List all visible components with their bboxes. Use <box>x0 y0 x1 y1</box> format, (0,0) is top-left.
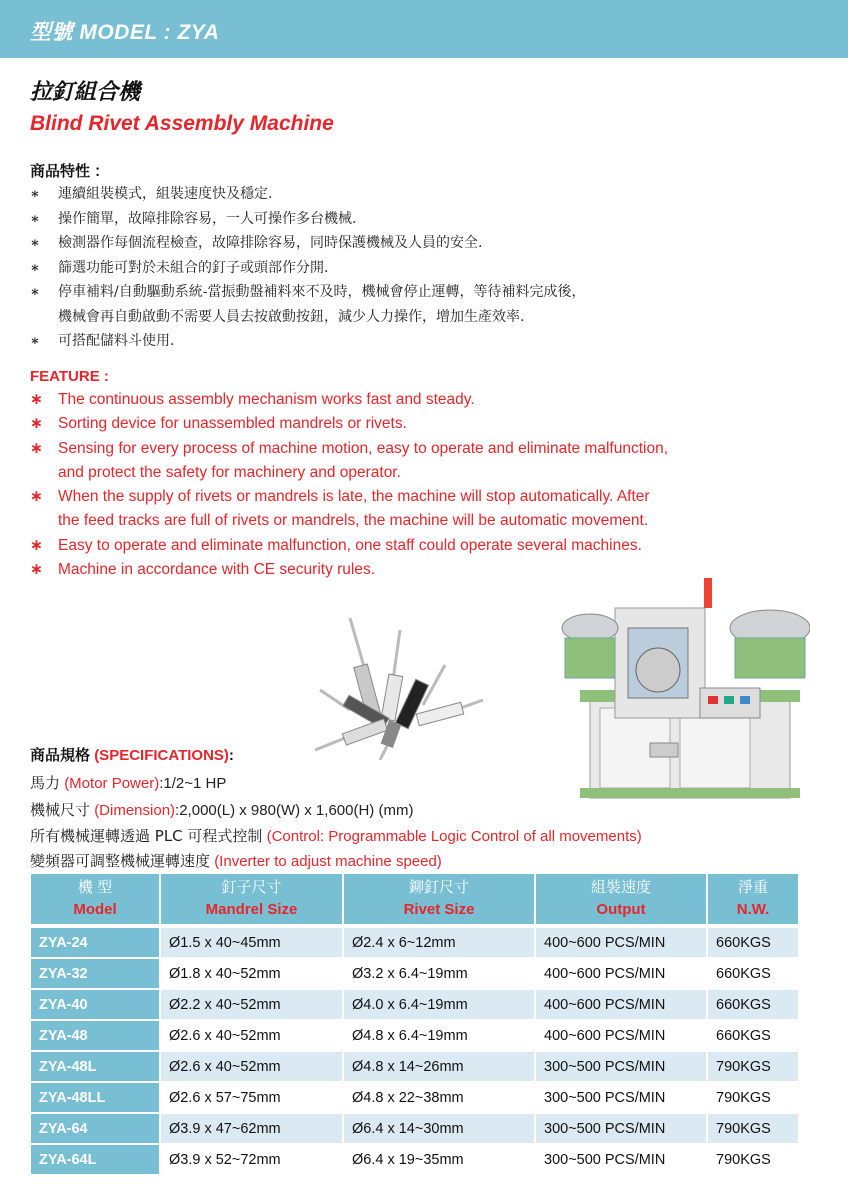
spec-motor: 馬力 (Motor Power):1/2~1 HP <box>30 773 227 792</box>
cell-weight: 660KGS <box>708 1021 798 1052</box>
table-row <box>31 928 798 959</box>
table-row <box>31 959 798 990</box>
col-rivet-size: 鉚釘尺寸 Rivet Size <box>344 874 536 924</box>
blind-rivets-image <box>305 610 485 760</box>
cell-weight: 660KGS <box>708 990 798 1021</box>
cell-rivet: Ø4.8 x 22~38mm <box>344 1083 536 1114</box>
list-item: ∗ When the supply of rivets or mandrels is late, the machine will stop automatically. After the feed tracks are full of rivets or mandrels, the machine will be automatic movement. <box>30 488 650 530</box>
col-net-weight: 淨重 N.W. <box>708 874 798 924</box>
list-item: ∗ Machine in accordance with CE security rules. <box>30 561 376 579</box>
list-item: ∗ 篩選功能可對於未組合的釘子或頭部作分開. <box>30 259 329 276</box>
spec-table <box>31 874 798 1176</box>
cell-weight: 660KGS <box>708 959 798 990</box>
cell-mandrel: Ø2.6 x 57~75mm <box>161 1083 344 1114</box>
cell-mandrel: Ø2.6 x 40~52mm <box>161 1052 344 1083</box>
list-item: ∗ 可搭配儲料斗使用. <box>30 333 175 349</box>
cell-output: 400~600 PCS/MIN <box>536 959 708 990</box>
cell-model: ZYA-64 <box>31 1114 161 1145</box>
cell-rivet: Ø6.4 x 19~35mm <box>344 1145 536 1176</box>
cell-mandrel: Ø2.6 x 40~52mm <box>161 1021 344 1052</box>
model-header: 型號 MODEL : ZYA <box>30 21 220 44</box>
specifications <box>30 742 820 875</box>
cell-model: ZYA-48L <box>31 1052 161 1083</box>
table-row <box>31 1145 798 1176</box>
table-row <box>31 1052 798 1083</box>
cell-rivet: Ø4.8 x 14~26mm <box>344 1052 536 1083</box>
list-item: ∗ Easy to operate and eliminate malfunction, one staff could operate several machines. <box>30 536 642 554</box>
cell-weight: 790KGS <box>708 1083 798 1114</box>
cell-mandrel: Ø3.9 x 47~62mm <box>161 1114 344 1145</box>
spec-heading: 商品規格 (SPECIFICATIONS): <box>30 747 234 764</box>
cell-model: ZYA-40 <box>31 990 161 1021</box>
table-body <box>31 928 798 1176</box>
cell-rivet: Ø6.4 x 14~30mm <box>344 1114 536 1145</box>
list-item: ∗ 連續組裝模式，組裝速度快及穩定. <box>30 186 273 202</box>
list-item: ∗ Sorting device for unassembled mandrels or rivets. <box>30 415 407 433</box>
cell-output: 400~600 PCS/MIN <box>536 928 708 959</box>
cell-rivet: Ø2.4 x 6~12mm <box>344 928 536 959</box>
table-row <box>31 990 798 1021</box>
features-en-list <box>30 388 810 582</box>
cell-rivet: Ø4.8 x 6.4~19mm <box>344 1021 536 1052</box>
table-row <box>31 1083 798 1114</box>
cell-weight: 790KGS <box>708 1114 798 1145</box>
features-en-heading: FEATURE : <box>30 368 109 385</box>
cell-output: 300~500 PCS/MIN <box>536 1083 708 1114</box>
cell-output: 300~500 PCS/MIN <box>536 1114 708 1145</box>
product-title-en: Blind Rivet Assembly Machine <box>30 112 334 135</box>
features-zh-list <box>30 182 810 354</box>
cell-model: ZYA-32 <box>31 959 161 990</box>
table-header-row <box>31 874 798 924</box>
spec-inverter: 變頻器可調整機械運轉速度 (Inverter to adjust machine speed) <box>30 851 442 870</box>
cell-weight: 790KGS <box>708 1052 798 1083</box>
cell-output: 300~500 PCS/MIN <box>536 1145 708 1176</box>
cell-rivet: Ø4.0 x 6.4~19mm <box>344 990 536 1021</box>
cell-mandrel: Ø1.8 x 40~52mm <box>161 959 344 990</box>
list-item: ∗ 停車補料/自動驅動系統-當振動盤補料來不及時，機械會停止運轉，等待補料完成後， 機械會再自動啟動不需要人員去按啟動按鈕，減少人力操作，增加生產效率. <box>30 284 586 325</box>
col-output: 組裝速度 Output <box>536 874 708 924</box>
list-item: ∗ The continuous assembly mechanism works fast and steady. <box>30 391 475 408</box>
cell-output: 400~600 PCS/MIN <box>536 1021 708 1052</box>
cell-output: 300~500 PCS/MIN <box>536 1052 708 1083</box>
col-model: 機 型 Model <box>31 874 161 924</box>
spec-control: 所有機械運轉透過 PLC 可程式控制 (Control: Programmable Logic Control of all movements) <box>30 826 642 845</box>
cell-weight: 790KGS <box>708 1145 798 1176</box>
cell-mandrel: Ø1.5 x 40~45mm <box>161 928 344 959</box>
cell-model: ZYA-48LL <box>31 1083 161 1114</box>
list-item: ∗ Sensing for every process of machine motion, easy to operate and eliminate malfunction, and protect the safety for machinery and operator. <box>30 439 668 481</box>
cell-model: ZYA-24 <box>31 928 161 959</box>
product-title-zh: 拉釘組合機 <box>30 79 141 104</box>
features-zh-heading: 商品特性 ： <box>30 163 110 180</box>
cell-mandrel: Ø3.9 x 52~72mm <box>161 1145 344 1176</box>
list-item: ∗ 操作簡單，故障排除容易，一人可操作多台機械. <box>30 210 357 227</box>
cell-model: ZYA-48 <box>31 1021 161 1052</box>
list-item: ∗ 檢測器作每個流程檢查，故障排除容易，同時保護機械及人員的安全. <box>30 235 483 251</box>
cell-model: ZYA-64L <box>31 1145 161 1176</box>
col-mandrel-size: 釘子尺寸 Mandrel Size <box>161 874 344 924</box>
spec-dimension: 機械尺寸 (Dimension):2,000(L) x 980(W) x 1,600(H) (mm) <box>30 801 414 819</box>
cell-weight: 660KGS <box>708 928 798 959</box>
cell-output: 400~600 PCS/MIN <box>536 990 708 1021</box>
table-row <box>31 1114 798 1145</box>
cell-rivet: Ø3.2 x 6.4~19mm <box>344 959 536 990</box>
cell-mandrel: Ø2.2 x 40~52mm <box>161 990 344 1021</box>
table-row <box>31 1021 798 1052</box>
